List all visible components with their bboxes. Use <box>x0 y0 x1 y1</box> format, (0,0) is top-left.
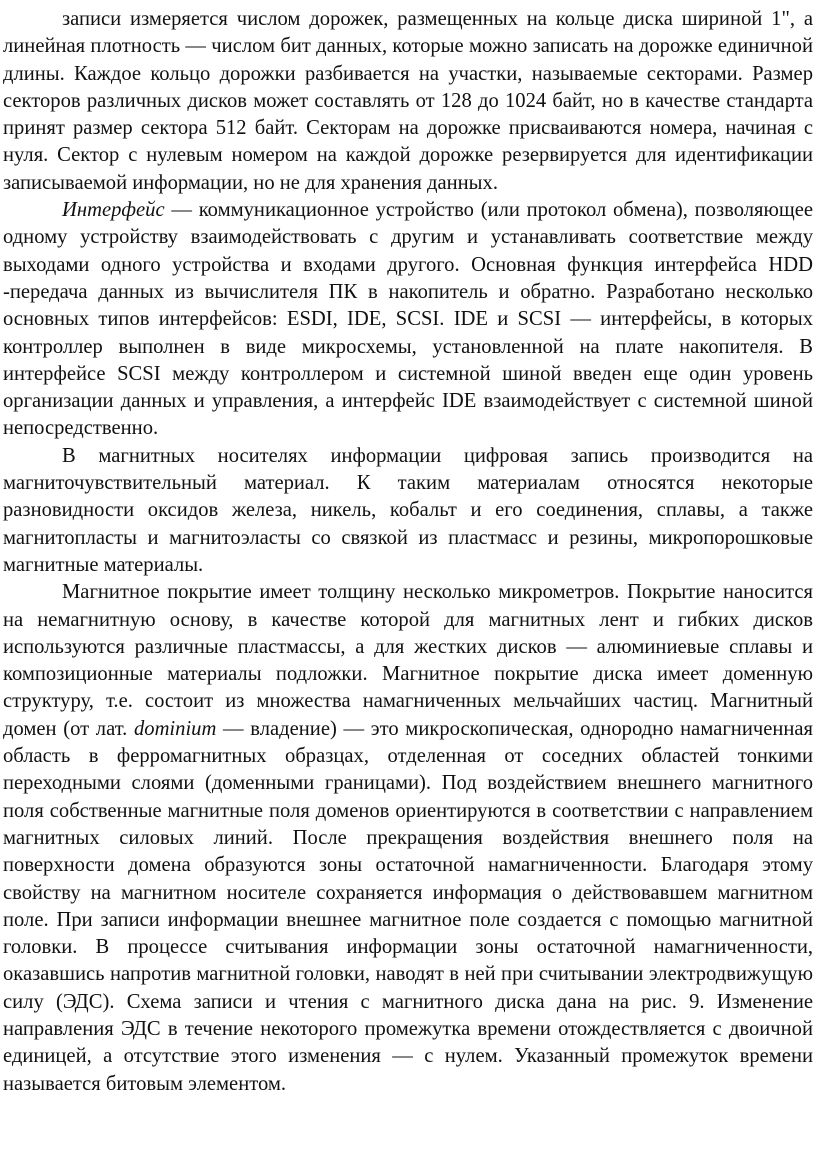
paragraph-text: В магнитных носителях информации цифровая запись производится на магниточувствительный материал. К таким материалам относятся некоторые разновидности оксидов железа, никель, кобальт и его соединения, сплавы, а также магнитопласты и магнитоэласты со связкой из пластмасс и резины, микропорошковые магнитные материалы. <box>3 444 813 576</box>
paragraph-track-density <box>3 6 813 197</box>
paragraph-text: записи измеряется числом дорожек, размещенных на кольце диска шириной 1", а линейная плотность — числом бит данных, которые можно записать на дорожке единичной длины. Каждое кольцо дорожки разбивается на участки, называемые секторами. Размер секторов различных дисков может составлять от 128 до 1024 байт, но в качестве стандарта принят размер сектора 512 байт. Секторам на дорожке присваиваются номера, начиная с нуля. Сектор с нулевым номером на каждой дорожке резервируется для идентификации записываемой информации, но не для хранения данных. <box>3 8 813 194</box>
term-interface: Интерфейс <box>62 199 165 222</box>
paragraph-text-before: Магнитное покрытие имеет толщину несколько микрометров. Покрытие наносится на немагнитную основу, в качестве которой для магнитных лент и гибких дисков используются различные пластмассы, а для жестких дисков — алюминиевые сплавы и композиционные материалы подложки. Магнитное покрытие диска имеет доменную структуру, т.е. состоит из множества намагниченных мельчайших частиц. Магнитный домен (от лат. <box>3 581 813 740</box>
paragraph-text: — коммуникационное устройство (или протокол обмена), позволяющее одному устройству взаимодействовать с другим и устанавливать соответствие между выходами одного устройства и входами другого. Основная функция интерфейса HDD -передача данных из вычислителя ПК в накопитель и обратно. Разработано несколько основных типов интерфейсов: ESDI, IDE, SCSI. IDE и SCSI — интерфейсы, в которых контроллер выполнен в виде микросхемы, установленной на плате накопителя. В интерфейсе SCSI между контроллером и системной шиной введен еще один уровень организации данных и управления, а интерфейс IDE взаимодействует с системной шиной непосредственно. <box>3 199 813 440</box>
paragraph-magnetic-media <box>3 443 813 579</box>
paragraph-text-after: — владение) — это микроскопическая, однородно намагниченная область в ферромагнитных образцах, отделенная от соседних областей тонкими переходными слоями (доменными границами). Под воздействием внешнего магнитного поля собственные магнитные поля доменов ориентируются в соответствии с направлением магнитных силовых линий. После прекращения воздействия внешнего поля на поверхности домена образуются зоны остаточной намагниченности. Благодаря этому свойству на магнитном носителе сохраняется информация о действовавшем магнитном поле. При записи информации внешнее магнитное поле создается с помощью магнитной головки. В процессе считывания информации зоны остаточной намагниченности, оказавшись напротив магнитной головки, наводят в ней при считывании электродвижущую силу (ЭДС). Схема записи и чтения с магнитного диска дана на рис. 9. Изменение направления ЭДС в течение некоторого промежутка времени отождествляется с двоичной единицей, а отсутствие этого изменения — с нулем. Указанный промежуток времени называется битовым элементом. <box>3 717 813 1095</box>
paragraph-magnetic-coating <box>3 579 813 1098</box>
latin-term-dominium: dominium <box>133 717 217 740</box>
paragraph-interface <box>3 197 813 443</box>
